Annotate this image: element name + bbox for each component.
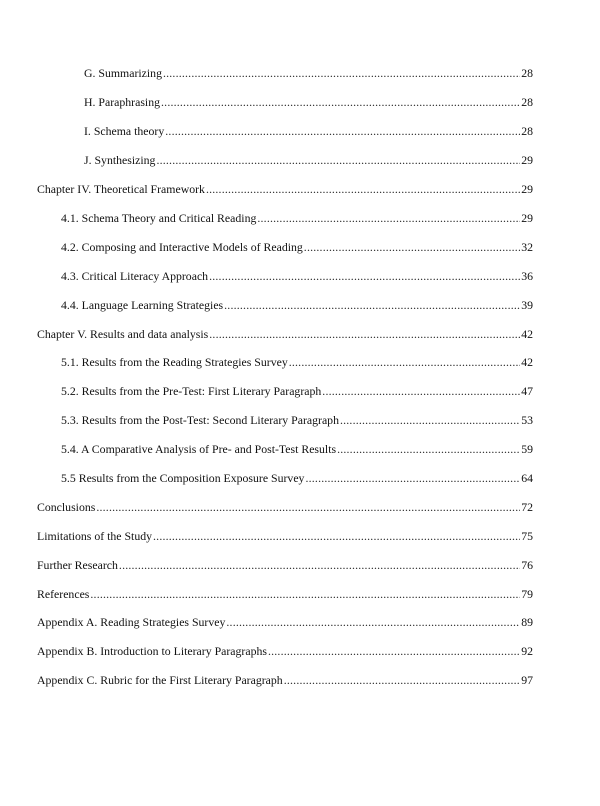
- toc-entry: [61, 267, 533, 285]
- toc-chapter-entry: [37, 180, 533, 198]
- toc-dot-leader: [156, 151, 520, 169]
- toc-dot-leader: [226, 613, 520, 631]
- toc-entry-page: 92: [521, 644, 533, 658]
- toc-chapter-entry: [37, 527, 533, 545]
- toc-entry-label: Chapter V. Results and data analysis: [37, 327, 209, 341]
- toc-entry-page: 28: [521, 124, 533, 138]
- toc-entry-page: 39: [521, 298, 533, 312]
- toc-entry: [61, 238, 533, 256]
- toc-dot-leader: [209, 267, 520, 285]
- toc-chapter-entry: [37, 671, 533, 689]
- toc-entry: [84, 151, 533, 169]
- toc-entry-label: I. Schema theory: [84, 124, 165, 138]
- toc-entry: [61, 353, 533, 371]
- toc-entry-page: 36: [521, 269, 533, 283]
- toc-entry-page: 28: [521, 95, 533, 109]
- toc-chapter-entry: [37, 498, 533, 516]
- toc-entry-page: 29: [521, 153, 533, 167]
- toc-dot-leader: [268, 642, 520, 660]
- toc-dot-leader: [96, 498, 520, 516]
- toc-dot-leader: [153, 527, 520, 545]
- toc-entry-page: 28: [521, 66, 533, 80]
- toc-dot-leader: [305, 469, 520, 487]
- toc-entry-page: 75: [521, 529, 533, 543]
- toc-dot-leader: [340, 411, 520, 429]
- toc-entry-page: 79: [521, 587, 533, 601]
- toc-dot-leader: [163, 64, 520, 82]
- toc-entry: [61, 382, 533, 400]
- toc-entry-page: 29: [521, 182, 533, 196]
- toc-entry-label: Appendix B. Introduction to Literary Paragraphs: [37, 644, 267, 658]
- toc-entry-label: 4.2. Composing and Interactive Models of Reading: [61, 240, 303, 254]
- toc-entry-label: J. Synthesizing: [84, 153, 156, 167]
- toc-entry-page: 76: [521, 558, 533, 572]
- toc-entry: [84, 93, 533, 111]
- toc-entry-page: 32: [521, 240, 533, 254]
- toc-dot-leader: [206, 180, 520, 198]
- toc-entry-label: 4.1. Schema Theory and Critical Reading: [61, 211, 257, 225]
- toc-entry-label: 4.3. Critical Literacy Approach: [61, 269, 209, 283]
- toc-entry-label: Appendix C. Rubric for the First Literary Paragraph: [37, 673, 283, 687]
- toc-dot-leader: [337, 440, 520, 458]
- toc-entry-label: References: [37, 587, 90, 601]
- toc-entry: [61, 296, 533, 314]
- toc-entry: [84, 64, 533, 82]
- toc-entry: [61, 411, 533, 429]
- toc-entry-label: Appendix A. Reading Strategies Survey: [37, 615, 226, 629]
- toc-entry-label: 5.1. Results from the Reading Strategies Survey: [61, 355, 288, 369]
- toc-entry-page: 47: [521, 384, 533, 398]
- toc-dot-leader: [224, 296, 520, 314]
- toc-dot-leader: [289, 353, 520, 371]
- toc-chapter-entry: [37, 642, 533, 660]
- toc-chapter-entry: [37, 556, 533, 574]
- toc-dot-leader: [257, 209, 520, 227]
- toc-entry-page: 72: [521, 500, 533, 514]
- toc-chapter-entry: [37, 613, 533, 631]
- toc-chapter-entry: [37, 325, 533, 343]
- toc-entry: [61, 469, 533, 487]
- toc-entry-label: Chapter IV. Theoretical Framework: [37, 182, 205, 196]
- toc-entry-label: 5.2. Results from the Pre-Test: First Literary Paragraph: [61, 384, 322, 398]
- toc-entry-label: Further Research: [37, 558, 118, 572]
- toc-entry-page: 29: [521, 211, 533, 225]
- toc-entry: [61, 209, 533, 227]
- toc-entry-page: 42: [521, 327, 533, 341]
- toc-entry-label: 5.5 Results from the Composition Exposure Survey: [61, 471, 305, 485]
- toc-entry-page: 64: [521, 471, 533, 485]
- toc-entry-label: H. Paraphrasing: [84, 95, 161, 109]
- toc-chapter-entry: [37, 585, 533, 603]
- toc-entry-label: 5.4. A Comparative Analysis of Pre- and Post-Test Results: [61, 442, 337, 456]
- toc-entry-page: 53: [521, 413, 533, 427]
- toc-dot-leader: [161, 93, 520, 111]
- toc-entry-page: 89: [521, 615, 533, 629]
- toc-dot-leader: [119, 556, 520, 574]
- toc-entry-label: G. Summarizing: [84, 66, 162, 80]
- toc-dot-leader: [284, 671, 520, 689]
- toc-dot-leader: [322, 382, 520, 400]
- toc-dot-leader: [304, 238, 520, 256]
- toc-entry: [84, 122, 533, 140]
- toc-entry: [61, 440, 533, 458]
- toc-entry-label: 5.3. Results from the Post-Test: Second Literary Paragraph: [61, 413, 339, 427]
- toc-entry-page: 97: [521, 673, 533, 687]
- toc-entry-label: 4.4. Language Learning Strategies: [61, 298, 224, 312]
- toc-dot-leader: [165, 122, 520, 140]
- toc-dot-leader: [90, 585, 520, 603]
- toc-entry-label: Limitations of the Study: [37, 529, 153, 543]
- toc-entry-page: 59: [521, 442, 533, 456]
- toc-dot-leader: [209, 325, 520, 343]
- toc-entry-page: 42: [521, 355, 533, 369]
- toc-entry-label: Conclusions: [37, 500, 96, 514]
